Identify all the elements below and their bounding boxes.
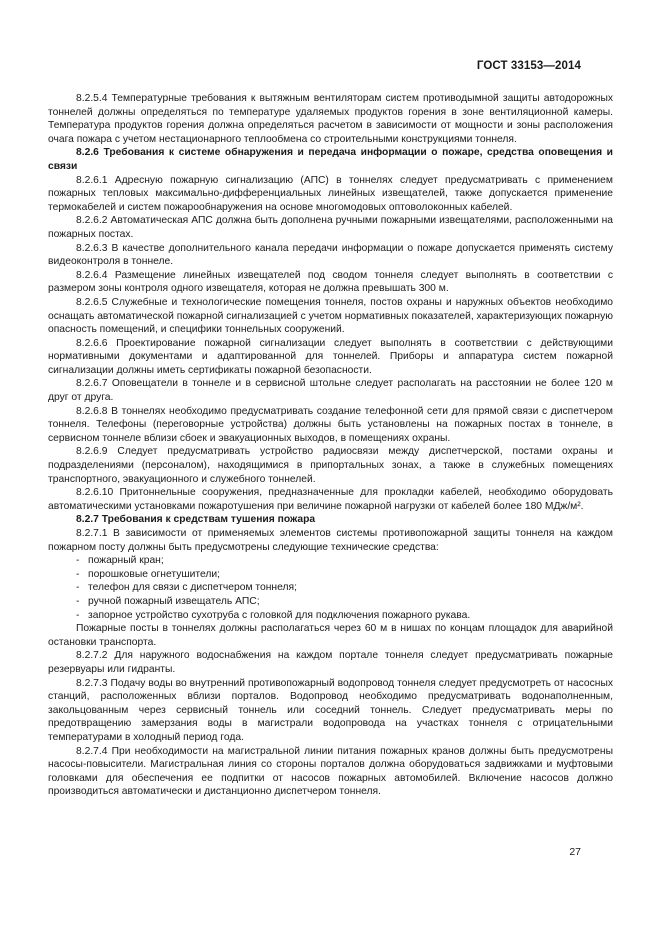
document-body [48, 92, 613, 799]
list-item [48, 609, 613, 623]
paragraph-8-2-6-7: 8.2.6.7 Оповещатели в тоннеле и в сервисной штольне следует располагать на расстоянии не более 120 м друг от друга. [48, 378, 613, 404]
paragraph-8-2-6-2: 8.2.6.2 Автоматическая АПС должна быть дополнена ручными пожарными извещателями, расположенными на пожарных постах. [48, 215, 613, 240]
list-item-text: ручной пожарный извещатель АПС; [88, 595, 260, 607]
paragraph-8-2-7-3: 8.2.7.3 Подачу воды во внутренний противопожарный водопровод тоннеля следует предусмотреть от насосных станций, расположенных вблизи порталов. Водопровод необходимо предусматривать водонаполненным, закольцованным через сервисный тоннель или соседний тоннель. Следует предусматривать меры по предотвращению замерзания воды в магистрали водопровода на участках тоннеля с отрицательными температурами в холодный период года. [48, 677, 613, 743]
list-dash: - [76, 555, 80, 567]
section-heading-8-2-6: 8.2.6 Требования к системе обнаружения и передача информации о пожаре, средства оповещения и связи [48, 147, 613, 172]
page-number: 27 [569, 846, 581, 858]
list-dash: - [76, 568, 80, 580]
list-dash: - [76, 582, 80, 594]
list-item-text: запорное устройство сухотруба с головкой для подключения пожарного рукава. [88, 609, 471, 621]
paragraph-8-2-6-1: 8.2.6.1 Адресную пожарную сигнализацию (АПС) в тоннелях следует предусматривать с применением пожарных тепловых максимально-дифференциальных линейных извещателей, также допускается применение термокабелей и систем пожарообнаружения на основе многомодовых оптоволоконных кабелей. [48, 174, 613, 213]
list-item [48, 595, 613, 609]
paragraph-8-2-6-8: 8.2.6.8 В тоннелях необходимо предусматривать создание телефонной сети для прямой связи с диспетчером тоннеля. Телефоны (переговорные устройства) должны быть установлены на пожарных постах в тоннеле, в сервисном тоннеле вблизи сбоек и эвакуационных выходов, в помещениях охраны. [48, 405, 613, 444]
paragraph-8-2-6-4: 8.2.6.4 Размещение линейных извещателей под сводом тоннеля следует выполнять в соответствии с размером зоны контроля одного извещателя, которая не должна превышать 300 м. [48, 269, 613, 295]
list-dash: - [76, 595, 80, 607]
paragraph-8-2-6-5: 8.2.6.5 Служебные и технологические помещения тоннеля, постов охраны и наружных объектов необходимо оснащать автоматической пожарной сигнализацией с учетом нормативных показателей, характеризующих пожарную опасность помещений, и специфики тоннельных сооружений. [48, 296, 613, 336]
paragraph-8-2-6-3: 8.2.6.3 В качестве дополнительного канала передачи информации о пожаре допускается применять систему видеоконтроля в тоннеле. [48, 242, 613, 268]
section-heading-8-2-7: 8.2.7 Требования к средствам тушения пожара [76, 514, 316, 526]
paragraph-8-2-7-2: 8.2.7.2 Для наружного водоснабжения на каждом портале тоннеля следует предусматривать пожарные резервуары или гидранты. [48, 650, 613, 675]
standard-header: ГОСТ 33153—2014 [476, 60, 581, 72]
paragraph-8-2-6-10: 8.2.6.10 Притоннельные сооружения, предназначенные для прокладки кабелей, необходимо оборудовать автоматическими установками пожаротушения при величине пожарной нагрузки от кабелей более 180 МДж/м². [48, 487, 613, 512]
paragraph-8-2-6-6: 8.2.6.6 Проектирование пожарной сигнализации следует выполнять в соответствии с действующими нормативными документами и адаптированной для тоннелей. Приборы и аппаратура систем пожарной сигнализации должны иметь сертификаты пожарной безопасности. [48, 337, 613, 376]
paragraph-8-2-5-4: 8.2.5.4 Температурные требования к вытяжным вентиляторам систем противодымной защиты автодорожных тоннелей должны определяться по температуре удаляемых продуктов горения в зоне вентиляционной камеры. Температура продуктов горения должна определяться расчетом в зависимости от мощности и зоны расположения очага пожара с учетом нестационарного теплообмена со строительными конструкциями тоннеля. [48, 93, 613, 145]
list-item [48, 581, 613, 595]
paragraph-fire-posts: Пожарные посты в тоннелях должны располагаться через 60 м в нишах по концам площадок для аварийной остановки транспорта. [48, 623, 613, 648]
paragraph-8-2-6-9: 8.2.6.9 Следует предусматривать устройство радиосвязи между диспетчерской, постами охраны и подразделениями (персоналом), находящимися в припортальных зонах, а также в служебных помещениях транспортного, эвакуационного и служебного тоннелей. [48, 446, 613, 485]
list-item-text: порошковые огнетушители; [88, 568, 220, 580]
list-item-text: пожарный кран; [88, 555, 164, 567]
list-item [48, 554, 613, 568]
paragraph-8-2-7-4: 8.2.7.4 При необходимости на магистральной линии питания пожарных кранов должны быть предусмотрены насосы-повысители. Магистральная линия со стороны порталов должна оборудоваться задвижками и муфтовыми головками для обеспечения ее подпитки от насосов пожарных автомобилей. Включение насосов должно производиться автоматически и дистанционно диспетчером тоннеля. [48, 745, 613, 798]
paragraph-8-2-7-1: 8.2.7.1 В зависимости от применяемых элементов системы противопожарной защиты тоннеля на каждом пожарном посту должны быть предусмотрены следующие технические средства: [48, 528, 613, 553]
list-item-text: телефон для связи с диспетчером тоннеля; [88, 582, 297, 594]
list-dash: - [76, 609, 80, 621]
list-item [48, 568, 613, 582]
